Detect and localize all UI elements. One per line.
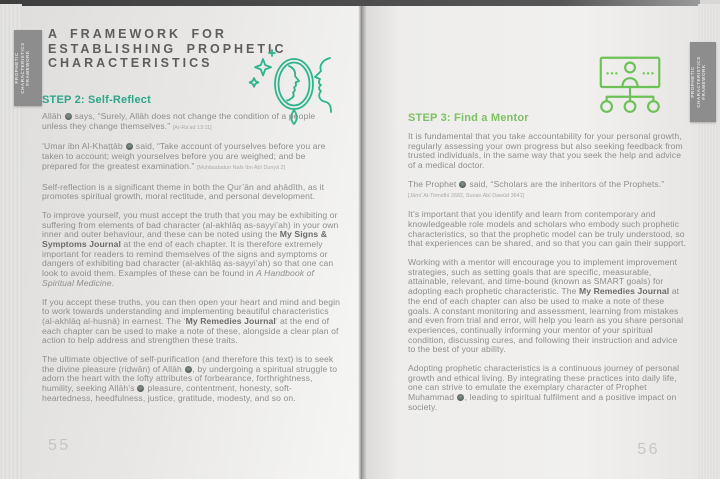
text-line: FRAMEWORK (701, 64, 707, 100)
text-segment: at the end of each chapter. It is therefore extremely important for readers to remind themselves of the signs and symptoms or dangers of exhibiting bad character (al-akhlāq as-sayyi’ah) so that one can look to avoid them. Examples of these can be found in (42, 239, 334, 279)
text-segment: If you accept these truths, you can then open your heart and mind and begin to work towards understanding and implementing beautiful characteristics (al-akhlāq al-husnā) in earnest. The ‘ (42, 296, 340, 326)
chapter-tab-left-label (14, 30, 42, 106)
left-page-body (42, 112, 341, 413)
text-line: CHARACTERISTICS (48, 56, 213, 70)
text-segment: It’s important that you identify and learn from contemporary and knowledgeable role models and scholars who embody such prophetic characteristics, so that the prophetic model can be truly understood, so that experiences can be shared, and so that you can gain their support. (408, 209, 686, 249)
text-line: CHARACTERISTICS (695, 56, 701, 108)
text-segment: . (111, 277, 115, 288)
text-segment: Adopting prophetic characteristics is a continuous journey of personal growth and ethical living. By integrating these practices into daily life, one can strive to emulate the exemplary character of Prophet Muhammad (408, 363, 680, 403)
paragraph (42, 112, 341, 133)
paragraph (42, 142, 341, 173)
honorific-radiallahu-anhu-icon (126, 143, 133, 150)
text-segment: My Signs & Symptoms Journal (42, 229, 328, 250)
paragraph (408, 364, 687, 413)
text-segment: ’ at the end of each chapter can be used to make a note of these, alongside a clear plan of action to help address and strengthen these traits. (42, 315, 339, 346)
text-segment: , leading to spiritual fulfilment and a positive impact on society. (408, 392, 677, 412)
text-line: PROPHETIC (690, 66, 695, 98)
text-segment: A Handbook of Spiritual Medicine (42, 268, 315, 288)
paragraph (408, 258, 687, 355)
text-line: A FRAMEWORK FOR (48, 27, 227, 41)
honorific-jalla-jalaluhu-icon (65, 113, 72, 120)
text-segment: said, “Scholars are the inheritors of the Prophets.” (466, 178, 665, 189)
paragraph (408, 210, 687, 249)
page-number-right: 56 (637, 441, 660, 458)
citation: [Ar-Ra‘ad 13:11] (172, 124, 212, 131)
text-line: FRAMEWORK (25, 50, 31, 86)
text-segment: ‘Umar ibn Al-Khaṭṭāb (42, 141, 126, 152)
text-segment: The Prophet (408, 178, 459, 189)
citation: [Muḥāsabatun Nafs Ibn Abī Dunyā 2] (196, 164, 286, 171)
right-page (366, 6, 698, 479)
honorific-sallallahu-alayhi-wasallam-icon (457, 394, 464, 401)
mentor-orgchart-icon (592, 54, 670, 120)
text-segment: Allāh (42, 111, 65, 121)
step-3-heading: STEP 3: Find a Mentor (408, 112, 529, 124)
text-segment: It is fundamental that you take accountability for your personal growth, regularly assessing your own progress but also seeking feedback from trusted individuals, in the same way that you seek the help and advice of a medical doctor. (408, 131, 683, 171)
citation: [Jāmi‘ At-Tirmidhī 2682, Sunan Abī Dawūd 3641] (408, 192, 525, 199)
chapter-tab-right (690, 42, 716, 122)
honorific-jalla-jalaluhu-icon (185, 366, 192, 373)
text-line: ESTABLISHING PROPHETIC (48, 41, 287, 56)
paragraph (42, 298, 341, 347)
book-spine-gutter (358, 6, 366, 479)
paragraph (42, 211, 341, 289)
step-2-heading: STEP 2: Self-Reflect (42, 94, 151, 106)
chapter-tab-left (14, 30, 42, 106)
text-segment: , by undergoing a spiritual struggle to adorn the heart with the lofty attributes of forbearance, forthrightness, humility, seeking Allāh’s (42, 363, 338, 394)
paragraph (42, 355, 341, 404)
left-page (19, 6, 358, 479)
text-segment: at the end of each chapter can also be used to make a note of these goals. A constant monitoring and assessment, learning from mistakes and even from trial and error, will help you learn as you share personal experiences, continually informing your mentor of your spiritual condition, discussing cures, and following their instruction and advice to the best of your ability. (408, 286, 684, 355)
honorific-sallallahu-alayhi-wasallam-icon (459, 181, 466, 188)
text-segment: My Remedies Journal (185, 315, 276, 326)
text-segment: pleasure, contentment, honesty, soft-heartedness, heedfulness, justice, gratitude, modesty, and so on. (42, 383, 296, 403)
text-segment: Working with a mentor will encourage you to implement improvement strategies, such as setting goals that are specific, measurable, attainable, relevant, and time-bound (known as SMART goals) for adopting each prophetic characteristic. The (408, 257, 678, 297)
text-line: CHARACTERISTICS (19, 42, 25, 94)
text-segment: My Remedies Journal (578, 286, 670, 297)
page-number-left: 55 (48, 437, 71, 454)
paragraph (42, 183, 341, 202)
chapter-tab-right-label (690, 42, 716, 122)
honorific-jalla-jalaluhu-icon (137, 385, 144, 392)
right-page-body (408, 132, 687, 422)
paragraph (408, 132, 687, 171)
text-segment: Self-reflection is a significant theme in both the Qur’ān and aḥādīth, as it promotes spiritual growth, moral rectitude, and personal development. (42, 181, 325, 202)
text-segment: To improve yourself, you must accept the truth that you may be exhibiting or suffering from elements of bad character (al-akhlāq as-sayyi’ah) in your own inner and outer behaviour, and these can be noted using the (42, 209, 339, 240)
text-segment: said, “Take account of yourselves before you are taken to account; weigh yourselves before you are weighed; and be prepared for the greatest examination.” (42, 141, 326, 171)
text-segment: The ultimate objective of self-purification (and therefore this text) is to seek the divine pleasure (riḍwān) of Allāh (42, 354, 334, 374)
text-line: PROPHETIC (14, 52, 19, 84)
text-segment: says, “Surely, Allāh does not change the condition of a people unless they change themselves.” (42, 111, 316, 131)
paragraph (408, 180, 687, 201)
